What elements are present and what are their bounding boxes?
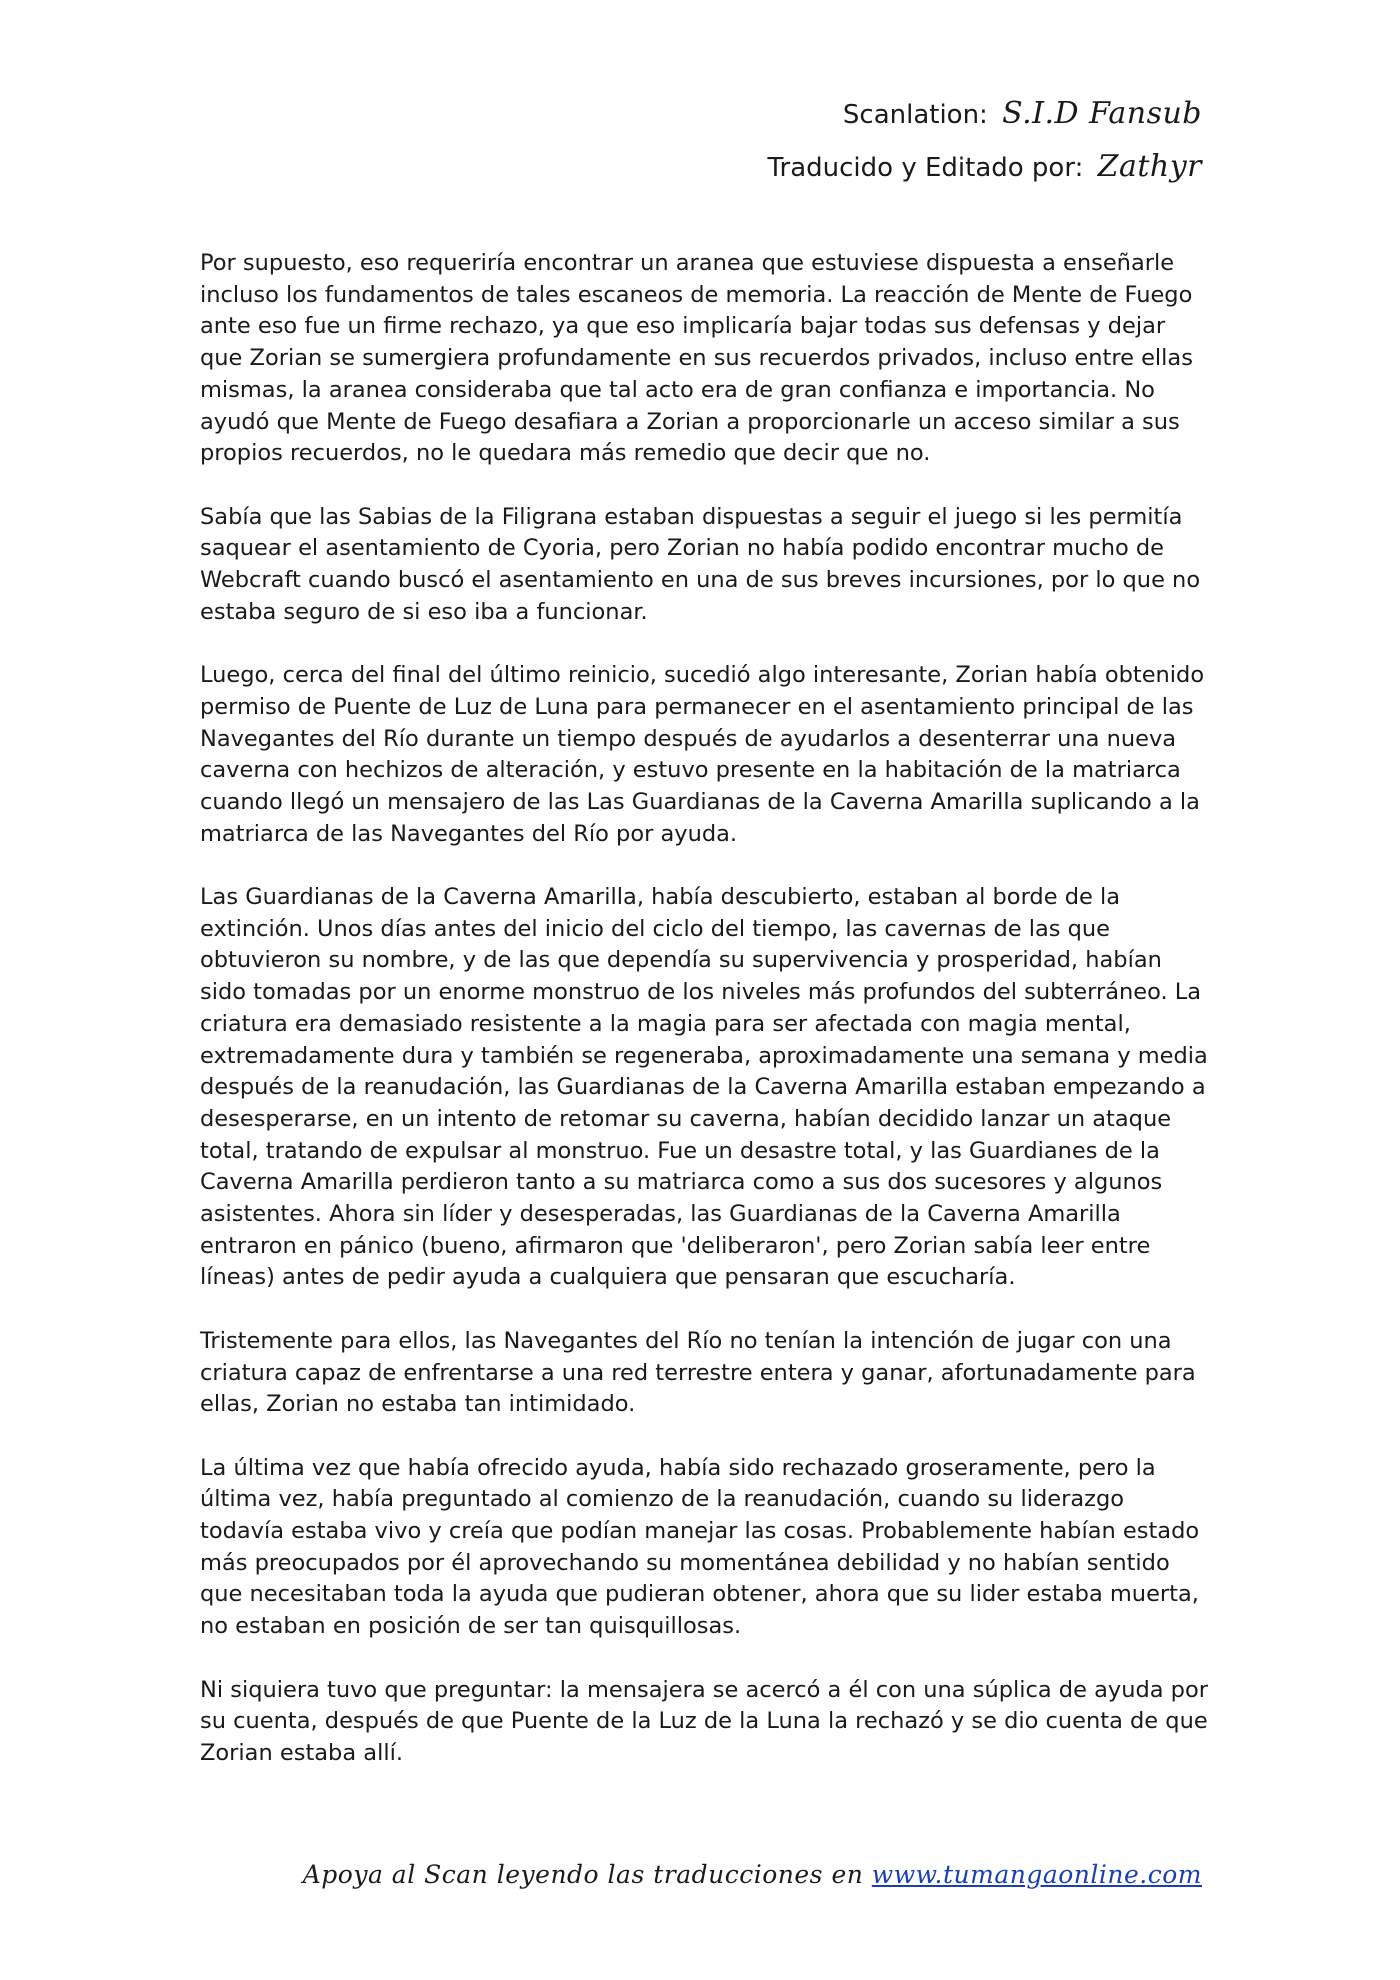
- editor-name: Zathyr: [1097, 149, 1202, 184]
- scanlation-credit: [767, 88, 1202, 141]
- paragraph: Tristemente para ellos, las Navegantes del Río no tenían la intención de jugar con una criatura capaz de enfrentarse a una red terrestre entera y ganar, afortunadamente para ellas, Zorian no estaba tan intimidado.: [200, 1327, 1196, 1418]
- paragraph: La última vez que había ofrecido ayuda, había sido rechazado groseramente, pero la última vez, había preguntado al comienzo de la reanudación, cuando su liderazgo todavía estaba vivo y creía que podían manejar las cosas. Probablemente habían estado más preocupados por él aprovechando su momentánea debilidad y no habían sentido que necesitaban toda la ayuda que pudieran obtener, ahora que su lider estaba muerta, no estaban en posición de ser tan quisquillosas.: [200, 1454, 1200, 1640]
- editor-label: Traducido y Editado por:: [767, 153, 1084, 183]
- document-body: [200, 248, 1210, 1801]
- editor-credit: [767, 141, 1202, 194]
- footer-note: [303, 1860, 1202, 1889]
- scanlation-label: Scanlation:: [842, 100, 988, 130]
- paragraph: Luego, cerca del final del último reinicio, sucedió algo interesante, Zorian había obtenido permiso de Puente de Luz de Luna para permanecer en el asentamiento principal de las Navegantes del Río durante un tiempo después de ayudarlos a desenterrar una nueva caverna con hechizos de alteración, y estuvo presente en la habitación de la matriarca cuando llegó un mensajero de las Las Guardianas de la Caverna Amarilla suplicando a la matriarca de las Navegantes del Río por ayuda.: [200, 662, 1205, 847]
- paragraph: Sabía que las Sabias de la Filigrana estaban dispuestas a seguir el juego si les permitía saquear el asentamiento de Cyoria, pero Zorian no había podido encontrar mucho de Webcraft cuando buscó el asentamiento en una de sus breves incursiones, por lo que no estaba seguro de si eso iba a funcionar.: [200, 503, 1201, 625]
- paragraph: Ni siquiera tuvo que preguntar: la mensajera se acercó a él con una súplica de ayuda por su cuenta, después de que Puente de la Luz de la Luna la rechazó y se dio cuenta de que Zorian estaba allí.: [200, 1676, 1208, 1766]
- scanlation-name: S.I.D Fansub: [1002, 96, 1202, 131]
- footer-text: Apoya al Scan leyendo las traducciones en: [302, 1860, 864, 1889]
- footer-link[interactable]: www.tumangaonline.com: [871, 1860, 1202, 1889]
- paragraph: Las Guardianas de la Caverna Amarilla, había descubierto, estaban al borde de la extinción. Unos días antes del inicio del ciclo del tiempo, las cavernas de las que obtuvieron su nombre, y de las que dependía su supervivencia y prosperidad, habían sido tomadas por un enorme monstruo de los niveles más profundos del subterráneo. La criatura era demasiado resistente a la magia para ser afectada con magia mental, extremadamente dura y también se regeneraba, aproximadamente una semana y media después de la reanudación, las Guardianas de la Caverna Amarilla estaban empezando a desesperarse, en un intento de retomar su caverna, habían decidido lanzar un ataque total, tratando de expulsar al monstruo. Fue un desastre total, y las Guardianes de la Caverna Amarilla perdieron tanto a su matriarca como a sus dos sucesores y algunos asistentes. Ahora sin líder y desesperadas, las Guardianas de la Caverna Amarilla entraron en pánico (bueno, afirmaron que 'deliberaron', pero Zorian sabía leer entre líneas) antes de pedir ayuda a cualquiera que pensaran que escucharía.: [200, 884, 1208, 1291]
- credits-block: [767, 88, 1202, 194]
- paragraph: Por supuesto, eso requeriría encontrar un aranea que estuviese dispuesta a enseñarle incluso los fundamentos de tales escaneos de memoria. La reacción de Mente de Fuego ante eso fue un firme rechazo, ya que eso implicaría bajar todas sus defensas y dejar que Zorian se sumergiera profundamente en sus recuerdos privados, incluso entre ellas mismas, la aranea consideraba que tal acto era de gran confianza e importancia. No ayudó que Mente de Fuego desafiara a Zorian a proporcionarle un acceso similar a sus propios recuerdos, no le quedara más remedio que decir que no.: [200, 250, 1193, 467]
